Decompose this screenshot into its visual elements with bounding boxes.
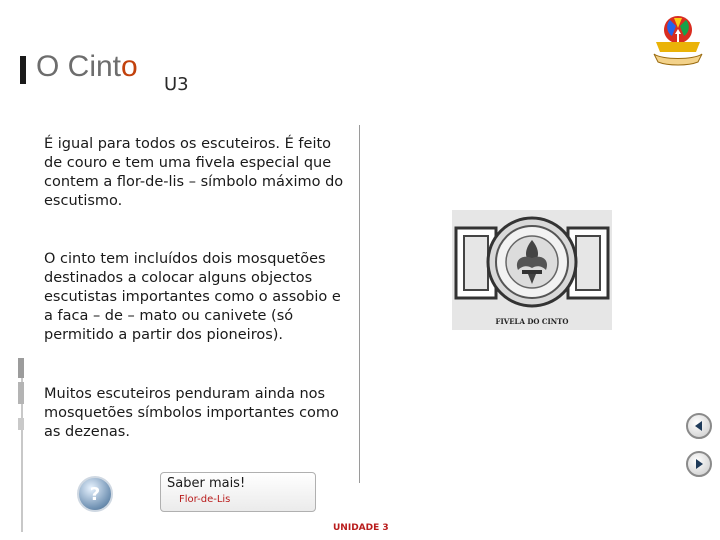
title-accent-letter: o bbox=[121, 50, 138, 83]
page-title bbox=[36, 50, 138, 84]
learn-more-label: Saber mais! bbox=[167, 476, 246, 491]
next-button[interactable] bbox=[686, 451, 712, 477]
flor-de-lis-link[interactable]: Flor-de-Lis bbox=[179, 494, 231, 505]
question-icon[interactable] bbox=[77, 476, 113, 512]
triangle-left-icon bbox=[693, 420, 705, 432]
help-glyph: ? bbox=[89, 483, 101, 505]
side-marker bbox=[18, 358, 24, 378]
unit-footer: UNIDADE 3 bbox=[333, 523, 389, 533]
side-marker bbox=[18, 418, 24, 430]
paragraph-symbols: Muitos escuteiros penduram ainda nos mosquetões símbolos importantes como as dezenas. bbox=[44, 386, 339, 440]
belt-buckle-image bbox=[452, 210, 612, 330]
side-marker bbox=[18, 382, 24, 404]
previous-button[interactable] bbox=[686, 413, 712, 439]
buckle-caption: FIVELA DO CINTO bbox=[495, 317, 569, 326]
triangle-right-icon bbox=[693, 458, 705, 470]
title-main: O Cint bbox=[36, 50, 122, 83]
title-accent-bar bbox=[20, 56, 26, 84]
content-divider bbox=[359, 125, 360, 483]
scouts-emblem-icon bbox=[648, 12, 708, 66]
paragraph-carabiners: O cinto tem incluídos dois mosquetões destinados a colocar alguns objectos escutistas importantes como o assobio e a faca – de – mato ou canivete (só permitido a partir dos pioneiros). bbox=[44, 251, 341, 343]
paragraph-intro: É igual para todos os escuteiros. É feito de couro e tem uma fivela especial que contem a flor-de-lis – símbolo máximo do escutismo. bbox=[44, 136, 344, 209]
unit-subtitle: U3 bbox=[164, 74, 189, 95]
